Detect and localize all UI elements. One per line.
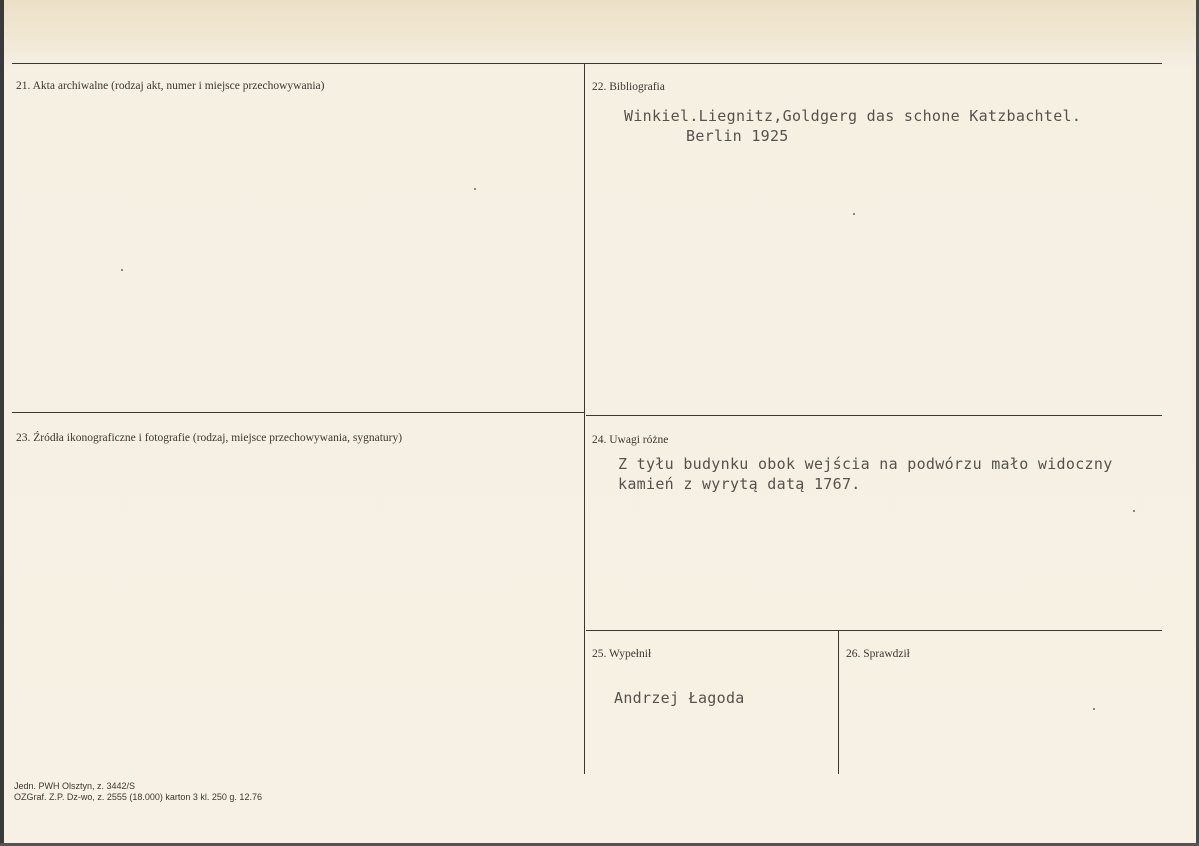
middle-rule-right xyxy=(586,415,1162,416)
footer-line-2: OZGraf. Z.P. Dz-wo, z. 2555 (18.000) karton 3 kl. 250 g. 12.76 xyxy=(14,792,262,802)
card-left-edge xyxy=(0,0,4,846)
paper-speck xyxy=(853,213,855,215)
middle-rule-left xyxy=(12,412,584,413)
filled-by-name: Andrzej Łagoda xyxy=(614,689,745,707)
signature-divider xyxy=(838,631,839,774)
paper-speck xyxy=(1093,708,1095,710)
field-26-label: 26. Sprawdził xyxy=(846,648,910,660)
field-25-label: 25. Wypełnił xyxy=(592,648,652,660)
paper-speck xyxy=(1133,510,1135,512)
top-rule xyxy=(12,63,1162,64)
remarks-line-2: kamień z wyrytą datą 1767. xyxy=(618,475,861,493)
field-23-label: 23. Źródła ikonograficzne i fotografie (rodzaj, miejsce przechowywania, sygnatury) xyxy=(16,432,403,444)
remarks-line-1: Z tyłu budynku obok wejścia na podwórzu mało widoczny xyxy=(618,455,1113,473)
signature-rule xyxy=(586,630,1162,631)
bibliography-line-1: Winkiel.Liegnitz,Goldgerg das schone Katzbachtel. xyxy=(624,107,1082,125)
bibliography-line-2: Berlin 1925 xyxy=(686,127,789,145)
field-22-label: 22. Bibliografia xyxy=(592,81,665,93)
paper-speck xyxy=(474,188,476,190)
field-24-label: 24. Uwagi różne xyxy=(592,434,669,446)
paper-speck xyxy=(121,269,123,271)
footer-line-1: Jedn. PWH Olsztyn, z. 3442/S xyxy=(14,781,136,791)
center-divider xyxy=(584,64,585,774)
field-21-label: 21. Akta archiwalne (rodzaj akt, numer i miejsce przechowywania) xyxy=(16,80,325,92)
